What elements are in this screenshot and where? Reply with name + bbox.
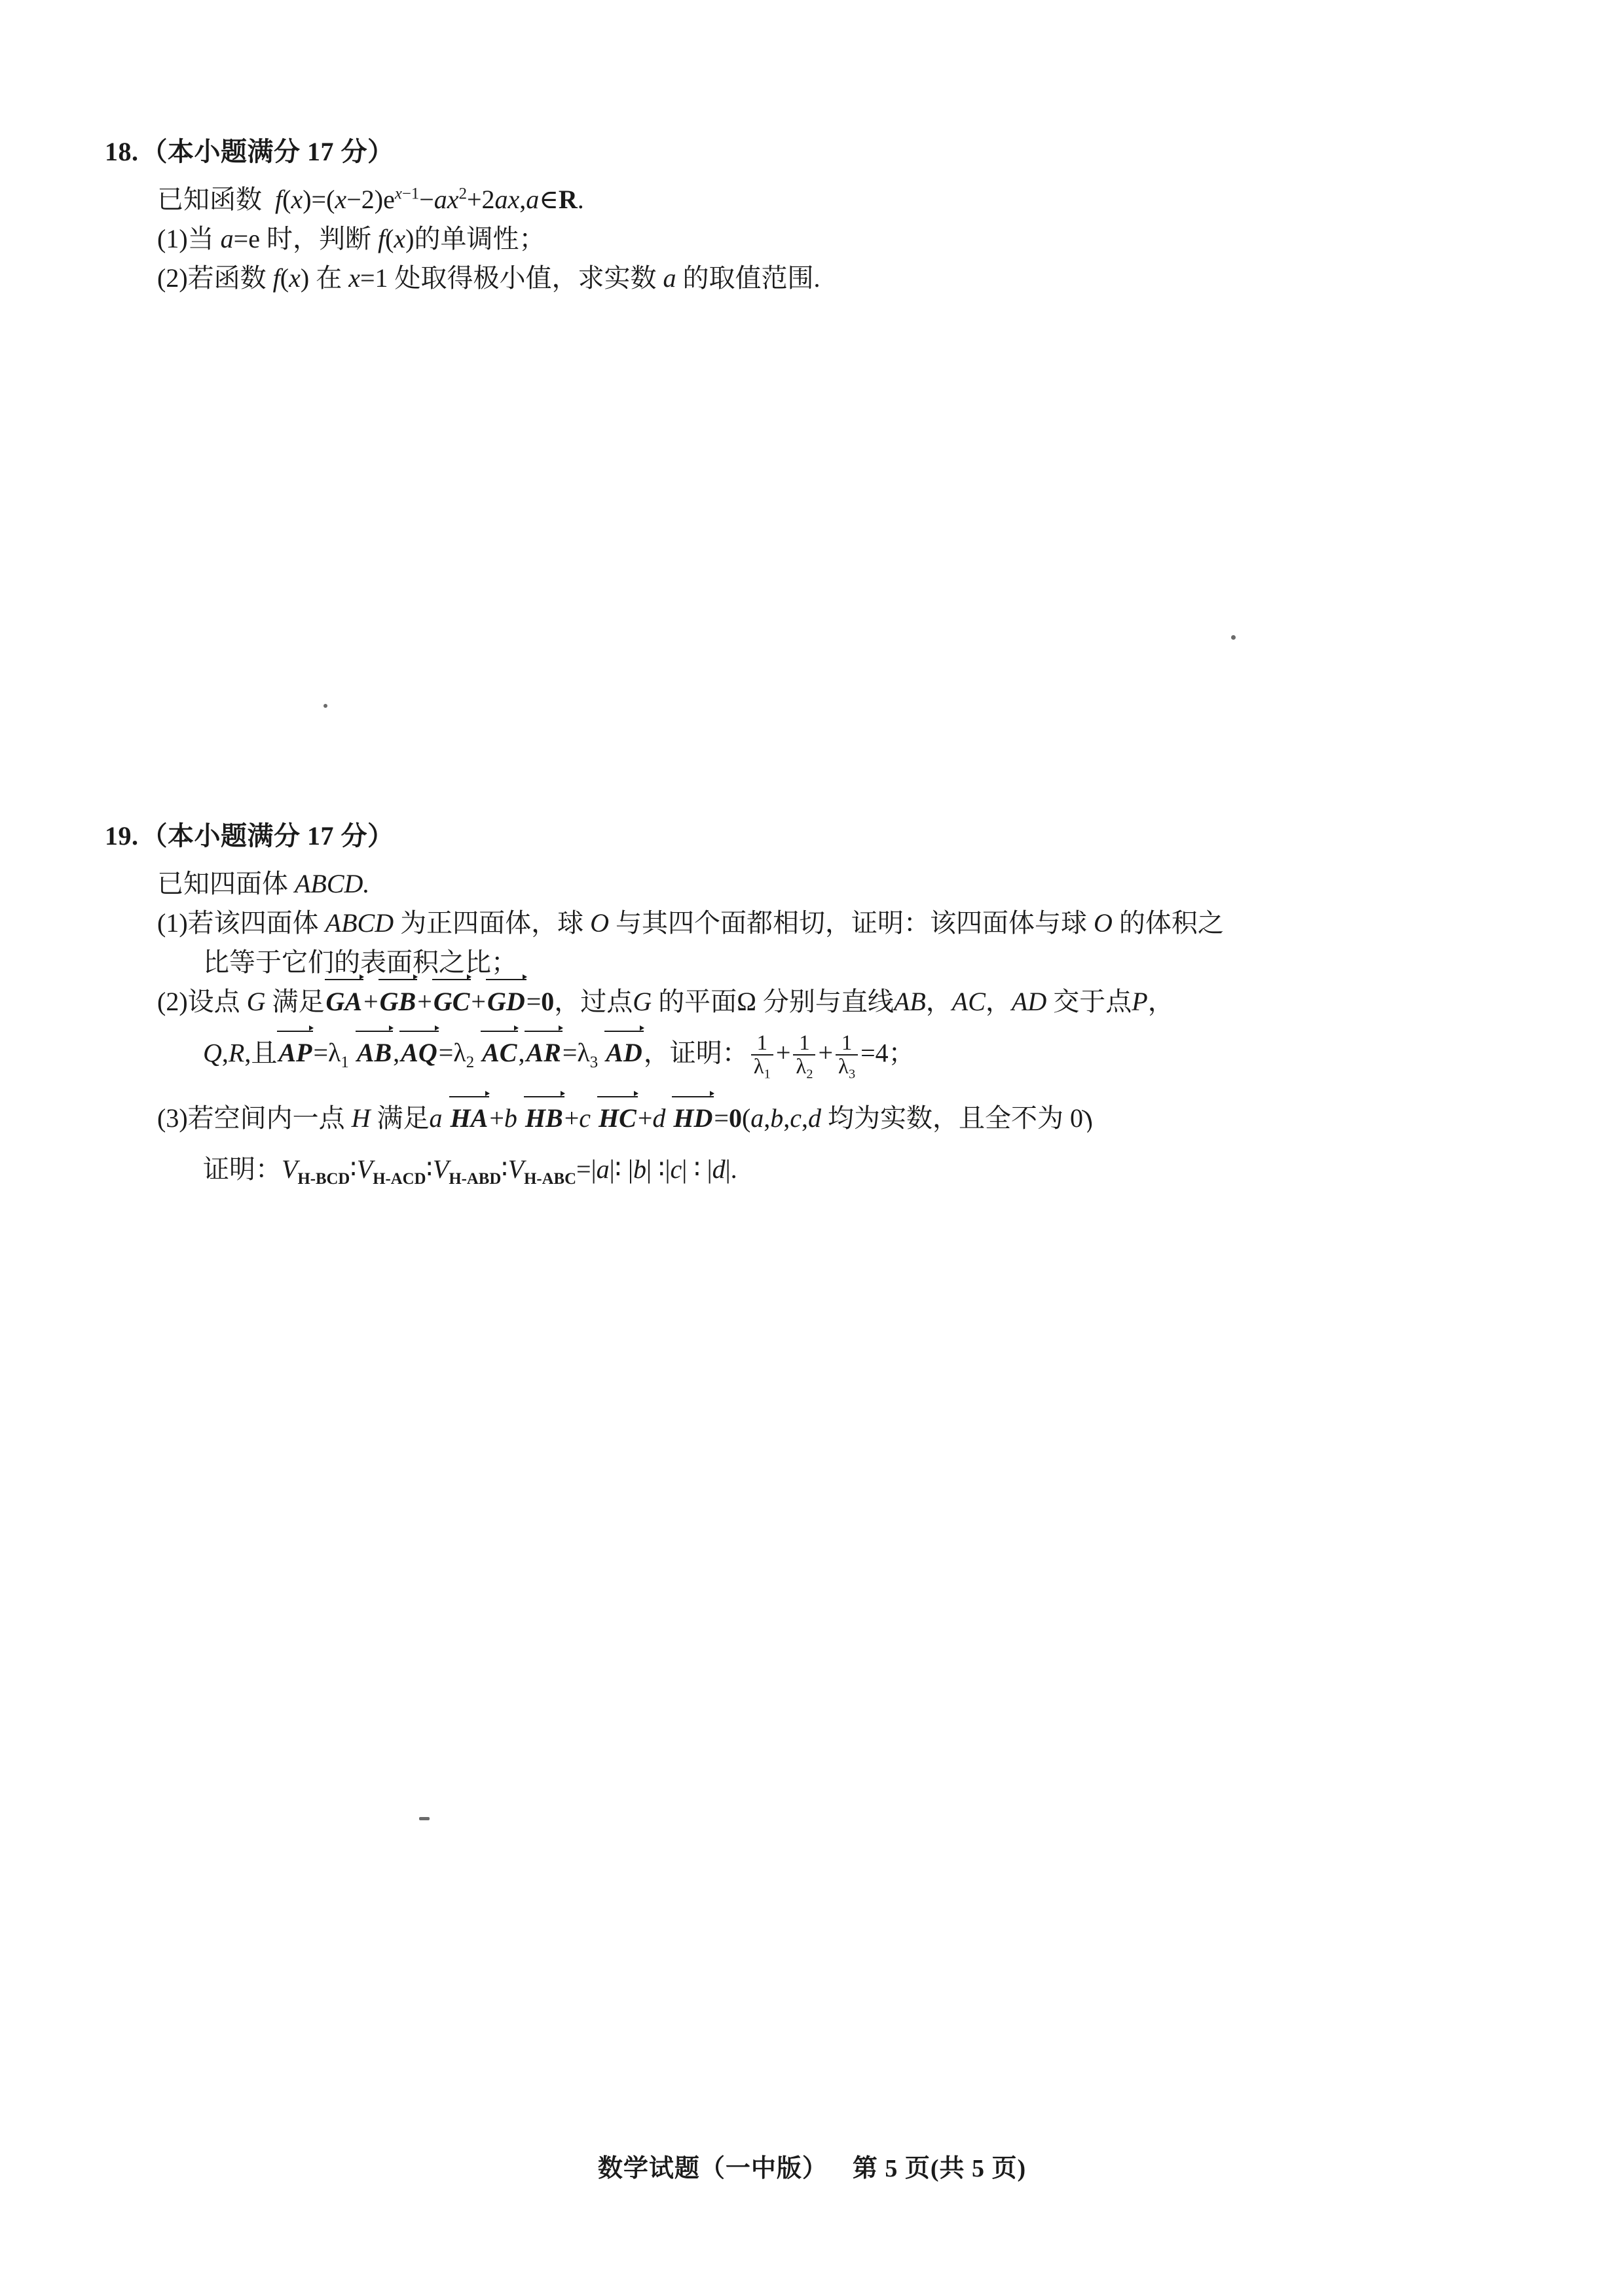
q19-p2-m: ，证明：: [643, 1038, 748, 1068]
q19-stem-lead: 已知四面体: [157, 869, 288, 898]
question-18-stem-lead: 已知函数: [157, 185, 262, 214]
question-18: [98, 131, 1526, 298]
q19-p2-h: 分别与直线: [762, 987, 894, 1016]
q18-p2-a: a: [663, 263, 676, 293]
q19-p1-a: (1)若该四面体: [157, 908, 319, 938]
q19-p2-rel: $AP=\lambda_1$ $AB,AQ=\lambda_2$ $AC,AR=\lambda_3$ AD: [277, 1038, 643, 1067]
q19-p3-f: 0): [1063, 1103, 1096, 1134]
scan-speck: [323, 704, 327, 708]
question-19-part-1-line-1: [157, 904, 1526, 943]
q19-p2-f: 的平面: [658, 987, 737, 1016]
q19-p2-k: P，: [1132, 987, 1174, 1016]
scan-speck: [419, 1817, 430, 1820]
q19-p2-i: AB，AC，AD: [893, 987, 1047, 1016]
question-18-formula: $f(x)=(x-2)e^{x-1}-ax^2+2ax,a\in R$.: [275, 185, 584, 214]
question-19-part-3-line-1: [157, 1099, 1526, 1138]
q19-p1-d: O: [590, 908, 609, 938]
question-18-part-1: [157, 219, 1526, 259]
q18-p2-x1: x=1: [348, 263, 395, 293]
q18-p2-mid2: 处取得极小值，求实数: [394, 263, 657, 293]
q19-p2-b: G: [246, 987, 266, 1016]
q19-p1-g: 的体积之: [1118, 908, 1224, 938]
question-18-stem: [157, 180, 1526, 219]
q18-p1-mid: 时，判断: [266, 224, 371, 253]
q19-p1-h: 比等于它们的表面积之比；: [203, 947, 517, 977]
q19-p3-e: 均为实数，且全不为: [828, 1103, 1064, 1133]
q19-p2-fracs: $\frac{1}{\lambda_1}$ + $\frac{1}{\lambda_2}$ + $\frac{1}{\lambda_3}$: [748, 1038, 860, 1067]
question-19-stem: [157, 864, 1526, 904]
q19-p3-b: H: [351, 1103, 371, 1133]
q18-p1-fx: f(x): [377, 224, 415, 253]
q18-p1-tail: 的单调性；: [414, 224, 545, 253]
q19-p3-c: 满足: [377, 1103, 430, 1133]
q19-p1-b: ABCD: [325, 908, 394, 938]
q19-p2-d: ，过点: [554, 987, 633, 1016]
q19-p2-veceq: GA+GB+GC+GD=0: [325, 987, 555, 1016]
question-18-header: [105, 131, 1526, 168]
q19-p3-a: (3)若空间内一点: [157, 1103, 345, 1133]
q18-p2-lead: (2)若函数: [157, 263, 267, 293]
question-19-number: 19.: [105, 821, 139, 851]
question-19-part-2-line-1: [157, 982, 1526, 1021]
question-19-score: （本小题满分 17 分）: [141, 821, 394, 851]
q19-p1-c: 为正四面体，球: [400, 908, 584, 938]
q19-stem-abcd: ABCD.: [295, 869, 370, 898]
q19-p3-ratio: $V_{H-BCD}∶V_{H-ACD}∶V_{H-ABD}∶V_{H-ABC}$: [282, 1154, 577, 1188]
q19-p2-j: 交于点: [1053, 987, 1132, 1016]
q19-p3-h: =|a|∶ |b| ∶|c| ∶ |d|.: [576, 1154, 737, 1184]
question-18-part-2: [157, 259, 1526, 298]
q19-p2-e: G: [633, 987, 652, 1016]
q18-p2-fx: f(x): [272, 263, 316, 293]
scan-speck: [1231, 635, 1236, 640]
q18-p1-cond: a=e: [220, 224, 267, 253]
q19-p2-a: (2)设点: [157, 987, 240, 1016]
q19-p3-veceq: a HA+b HB+c HC+d HD=0: [430, 1103, 742, 1133]
q19-p3-d: (a,b,c,d: [741, 1103, 822, 1133]
question-19-part-3-line-2: [203, 1150, 1526, 1191]
question-18-number: 18.: [105, 137, 139, 166]
page-footer: [0, 2148, 1624, 2184]
q19-p2-l2: Q,R,且: [203, 1038, 278, 1068]
question-19-header: [105, 815, 1526, 853]
q18-p2-tail: 的取值范围.: [682, 263, 821, 293]
q19-p3-g: 证明：: [203, 1154, 282, 1184]
q19-p2-g: Ω: [737, 987, 763, 1016]
q19-p1-f: O: [1093, 908, 1113, 938]
q18-p1-lead: (1)当: [157, 224, 214, 253]
q19-p1-e: 与其四个面都相切，证明：该四面体与球: [615, 908, 1087, 938]
footer-subject: 数学试题（一中版）: [597, 2155, 828, 2182]
q19-p2-c: 满足: [272, 987, 325, 1016]
question-19: [98, 815, 1526, 1192]
q18-p2-mid: 在: [316, 263, 342, 293]
q19-p2-n: =4；: [860, 1038, 915, 1068]
question-18-score: （本小题满分 17 分）: [141, 137, 394, 166]
footer-page-number: 第 5 页(共 5 页): [852, 2155, 1027, 2182]
question-19-part-1-line-2: [203, 943, 1526, 982]
question-19-part-2-line-2: [203, 1032, 1526, 1082]
